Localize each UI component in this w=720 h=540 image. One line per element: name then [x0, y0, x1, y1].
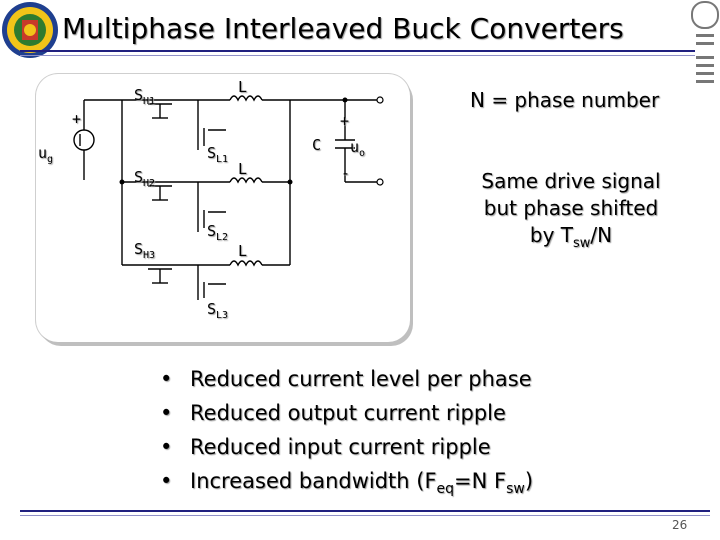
bullet-marker: • — [160, 435, 173, 459]
inductor-1-label: L — [238, 78, 248, 96]
drive-note-line-3: by $T_{sw}/N$ — [529, 223, 613, 251]
drive-note-line-1: Same drive signal — [481, 169, 661, 193]
bullet-marker: • — [160, 367, 173, 391]
benefits-list — [160, 362, 533, 506]
output-minus-sign: - — [341, 164, 351, 182]
footer-divider-light — [20, 515, 710, 516]
switch-sl3-label: $S_{L3}$ — [207, 300, 229, 321]
source-label: $u_g$ — [38, 144, 54, 165]
page-title: Multiphase Interleaved Buck Converters — [62, 12, 624, 45]
inductor-3-label: L — [238, 242, 248, 260]
drive-note-line-2: but phase shifted — [483, 196, 659, 220]
switch-sh3-label: $S_{H3}$ — [134, 240, 156, 261]
capacitor-label: C — [312, 136, 322, 154]
inductor-2-label: L — [238, 160, 248, 178]
switch-sl2-label: $S_{L2}$ — [207, 222, 229, 243]
list-item: • Reduced input current ripple — [160, 430, 533, 464]
switch-sl1-label: $S_{L1}$ — [207, 144, 229, 165]
list-item: • Increased bandwidth ($F_{eq}=N$ $F_{sw}$) — [160, 464, 533, 506]
bullet-marker: • — [160, 401, 173, 425]
drive-signal-note — [464, 168, 678, 257]
switch-sh1-label: $S_{H1}$ — [134, 86, 156, 107]
footer-divider — [20, 510, 710, 512]
phase-number-note: N = phase number — [470, 88, 660, 112]
list-item: • Reduced output current ripple — [160, 396, 533, 430]
output-voltage-label: $u_o$ — [350, 138, 366, 159]
bullet-marker: • — [160, 469, 173, 493]
source-plus-sign: + — [72, 110, 82, 128]
page-number: 26 — [672, 518, 688, 532]
switch-sh2-label: $S_{H2}$ — [134, 168, 156, 189]
list-item: • Reduced current level per phase — [160, 362, 533, 396]
output-plus-sign: + — [340, 112, 350, 130]
